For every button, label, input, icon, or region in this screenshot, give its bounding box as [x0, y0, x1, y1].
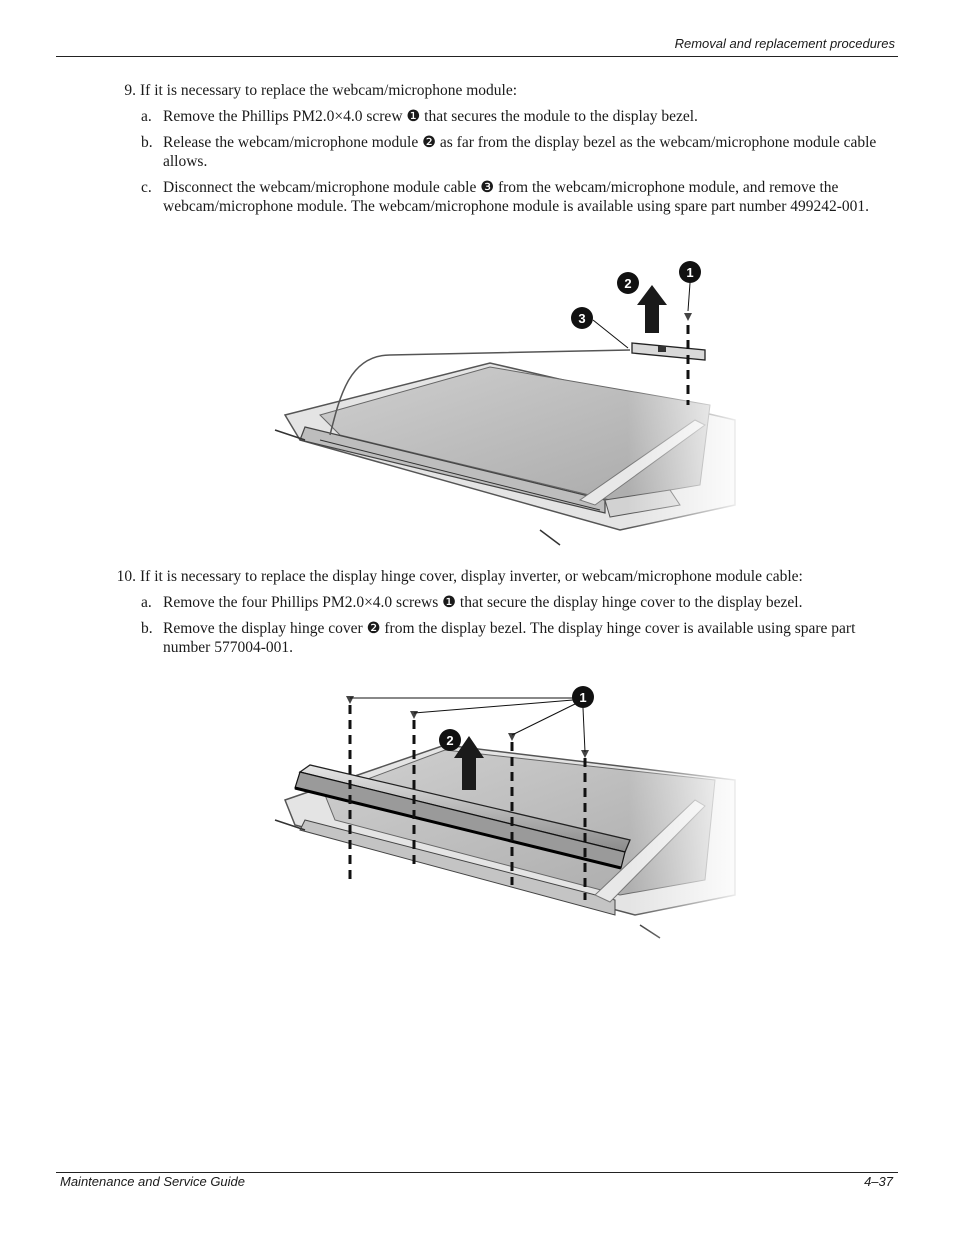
substep-text: Release the webcam/microphone module ❷ as far from the display bezel as the webcam/microphone module cable allows.	[163, 134, 877, 170]
substep-10a	[141, 593, 898, 612]
substep-letter: a.	[141, 594, 152, 611]
callout-2-icon	[439, 729, 461, 751]
step-10	[116, 567, 803, 586]
callout-2-icon	[617, 272, 639, 294]
step-number: 10.	[116, 568, 136, 585]
footer-guide-title: Maintenance and Service Guide	[60, 1174, 246, 1189]
svg-text:1: 1	[579, 690, 587, 705]
substep-9b	[141, 133, 898, 171]
svg-text:3: 3	[578, 311, 586, 326]
callout-3-icon	[571, 307, 628, 348]
substep-letter: b.	[141, 620, 153, 637]
substep-10b	[141, 619, 898, 657]
screw-icon	[684, 313, 692, 321]
webcam-removal-illustration	[260, 255, 750, 555]
substep-9c	[141, 178, 898, 216]
step-9	[124, 81, 518, 100]
substep-letter: b.	[141, 134, 153, 151]
substep-text: Disconnect the webcam/microphone module cable ❸ from the webcam/microphone module, and remove the webcam/microphone module. The webcam/microphone module is available using spare part number 499242-001.	[163, 179, 870, 215]
substep-text: Remove the four Phillips PM2.0×4.0 screws ❶ that secure the display hinge cover to the display bezel.	[163, 594, 803, 611]
step-text: If it is necessary to replace the display hinge cover, display inverter, or webcam/microphone module cable:	[140, 568, 803, 585]
svg-text:2: 2	[624, 276, 632, 291]
footer-rule	[56, 1172, 898, 1173]
step-text: If it is necessary to replace the webcam/microphone module:	[140, 82, 518, 99]
substep-9a	[141, 107, 898, 126]
page-number: 4–37	[864, 1174, 893, 1189]
arrow-icon	[637, 285, 667, 333]
step-number: 9.	[124, 82, 136, 99]
substep-letter: a.	[141, 108, 152, 125]
svg-text:2: 2	[446, 733, 454, 748]
display-panel	[260, 355, 750, 555]
substep-text: Remove the Phillips PM2.0×4.0 screw ❶ that secures the module to the display bezel.	[163, 108, 698, 125]
svg-text:1: 1	[686, 265, 694, 280]
substep-text: Remove the display hinge cover ❷ from the display bezel. The display hinge cover is available using spare part number 577004-001.	[163, 620, 856, 656]
running-header: Removal and replacement procedures	[674, 36, 895, 51]
header-rule	[56, 56, 898, 57]
substep-letter: c.	[141, 179, 152, 196]
hinge-cover-removal-illustration	[265, 680, 750, 950]
callout-1-icon	[679, 261, 701, 311]
